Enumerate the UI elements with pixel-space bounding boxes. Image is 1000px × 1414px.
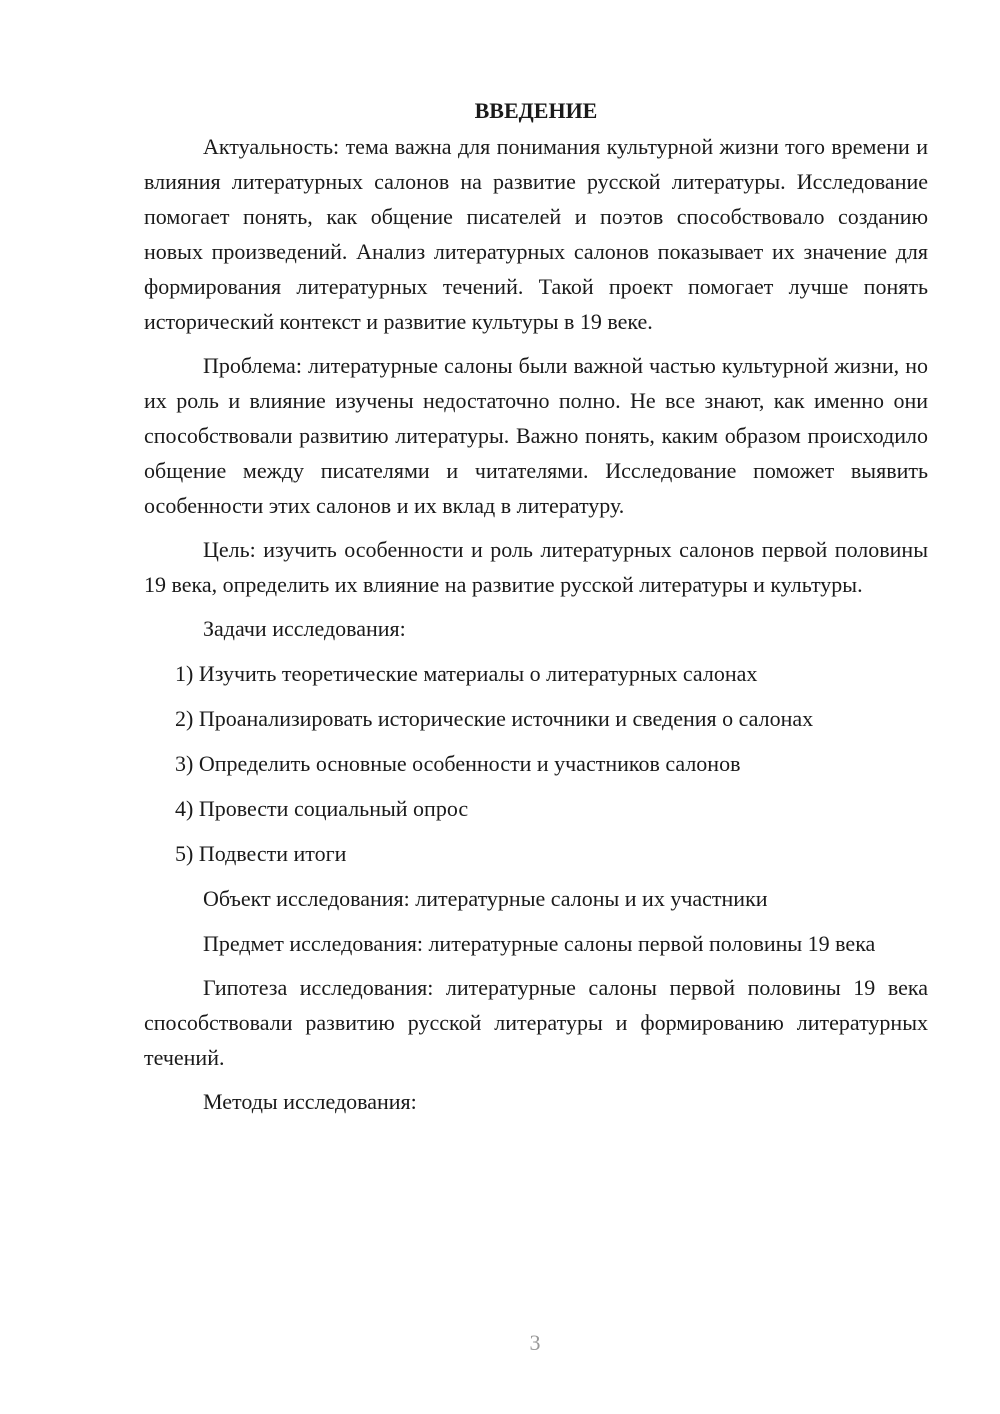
relevance-paragraph: Актуальность: тема важна для понимания культурной жизни того времени и влияния литературных салонов на развитие русской литературы. Исследование помогает понять, как общение писателей и поэтов способствовало созданию новых произведений. Анализ литературных салонов показывает их значение для формирования литературных течений. Такой проект помогает лучше понять исторический контекст и развитие культуры в 19 веке. bbox=[144, 134, 928, 334]
page-number: 3 bbox=[529, 1330, 541, 1355]
tasks-list bbox=[144, 656, 928, 871]
goal-paragraph: Цель: изучить особенности и роль литературных салонов первой половины 19 века, определить их влияние на развитие русской литературы и культуры. bbox=[144, 537, 928, 597]
list-item: 2) Проанализировать исторические источники и сведения о салонах bbox=[175, 706, 814, 731]
list-item: 4) Провести социальный опрос bbox=[175, 796, 469, 821]
list-item: 1) Изучить теоретические материалы о литературных салонах bbox=[175, 661, 758, 686]
problem-paragraph: Проблема: литературные салоны были важной частью культурной жизни, но их роль и влияние изучены недостаточно полно. Не все знают, как именно они способствовали развитию литературы. Важно понять, каким образом происходило общение между писателями и читателями. Исследование поможет выявить особенности этих салонов и их вклад в литературу. bbox=[144, 353, 928, 518]
tasks-heading: Задачи исследования: bbox=[203, 616, 406, 641]
list-item: 5) Подвести итоги bbox=[175, 841, 347, 866]
methods-heading: Методы исследования: bbox=[203, 1089, 417, 1114]
list-item: 3) Определить основные особенности и участников салонов bbox=[175, 751, 741, 776]
hypothesis-paragraph: Гипотеза исследования: литературные салоны первой половины 19 века способствовали развитию русской литературы и формированию литературных течений. bbox=[144, 975, 928, 1070]
subject-paragraph: Предмет исследования: литературные салоны первой половины 19 века bbox=[203, 931, 876, 956]
document-page bbox=[144, 94, 928, 1129]
section-title: ВВЕДЕНИЕ bbox=[474, 98, 598, 123]
object-line: Объект исследования: литературные салоны и их участники bbox=[203, 886, 768, 911]
